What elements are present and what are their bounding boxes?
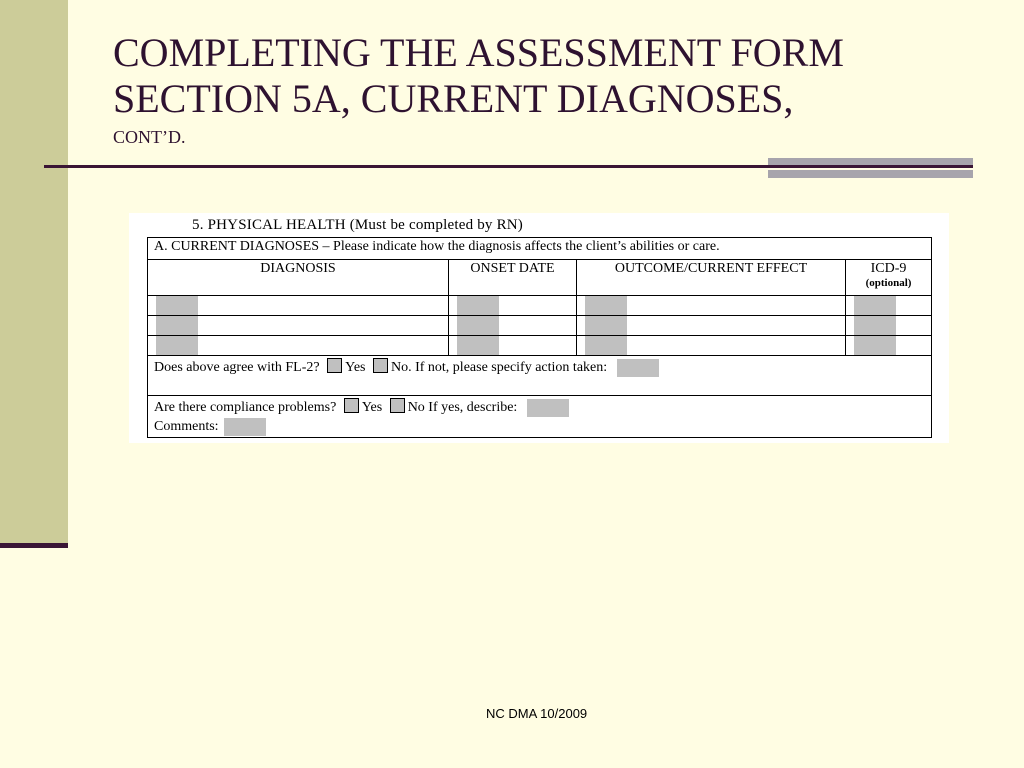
icd9-field[interactable] bbox=[854, 336, 896, 355]
col-icd9-note: (optional) bbox=[865, 277, 912, 289]
col-outcome: OUTCOME/CURRENT EFFECT bbox=[614, 261, 808, 276]
outcome-field[interactable] bbox=[585, 336, 627, 355]
section-a-label: A. CURRENT DIAGNOSES – Please indicate how the diagnosis affects the client’s abilities or care. bbox=[154, 239, 720, 254]
fl2-action-field[interactable] bbox=[617, 359, 659, 377]
icd9-field[interactable] bbox=[854, 296, 896, 315]
comments-label: Comments: bbox=[154, 419, 219, 434]
compliance-describe-field[interactable] bbox=[527, 399, 569, 417]
table-row bbox=[148, 296, 932, 316]
col-diagnosis: DIAGNOSIS bbox=[260, 261, 336, 276]
title-line-1: COMPLETING THE ASSESSMENT FORM bbox=[113, 30, 844, 75]
comments-field[interactable] bbox=[224, 418, 266, 436]
fl2-yes-checkbox[interactable] bbox=[327, 358, 342, 373]
compliance-yes-label: Yes bbox=[361, 400, 383, 415]
onset-date-field[interactable] bbox=[457, 296, 499, 315]
table-row bbox=[148, 336, 932, 356]
outcome-field[interactable] bbox=[585, 316, 627, 335]
side-accent-bar bbox=[0, 543, 68, 548]
fl2-row bbox=[148, 356, 932, 396]
section-a-row bbox=[148, 238, 932, 260]
diagnosis-field[interactable] bbox=[156, 296, 198, 315]
col-onset-date: ONSET DATE bbox=[470, 261, 555, 276]
fl2-no-checkbox[interactable] bbox=[373, 358, 388, 373]
side-band bbox=[0, 0, 68, 548]
icd9-field[interactable] bbox=[854, 316, 896, 335]
compliance-yes-checkbox[interactable] bbox=[344, 398, 359, 413]
rule-accent-block bbox=[768, 158, 973, 165]
compliance-question: Are there compliance problems? bbox=[154, 400, 337, 415]
compliance-no-checkbox[interactable] bbox=[390, 398, 405, 413]
fl2-no-label: No. If not, please specify action taken: bbox=[390, 360, 608, 375]
form-excerpt bbox=[129, 213, 949, 443]
onset-date-field[interactable] bbox=[457, 336, 499, 355]
title-line-3: CONT’D. bbox=[113, 127, 186, 147]
slide-footer: NC DMA 10/2009 bbox=[486, 706, 588, 721]
slide-title bbox=[113, 30, 993, 152]
title-rule bbox=[44, 165, 973, 168]
col-icd9: ICD-9 bbox=[870, 261, 907, 276]
onset-date-field[interactable] bbox=[457, 316, 499, 335]
outcome-field[interactable] bbox=[585, 296, 627, 315]
fl2-yes-label: Yes bbox=[345, 360, 366, 375]
form-heading: 5. PHYSICAL HEALTH (Must be completed by RN) bbox=[192, 217, 523, 233]
diagnosis-field[interactable] bbox=[156, 316, 198, 335]
compliance-no-label: No If yes, describe: bbox=[407, 400, 518, 415]
column-header-row bbox=[148, 260, 932, 296]
table-row bbox=[148, 316, 932, 336]
title-line-2: SECTION 5A, CURRENT DIAGNOSES, bbox=[113, 76, 794, 121]
diagnosis-field[interactable] bbox=[156, 336, 198, 355]
fl2-question: Does above agree with FL-2? bbox=[154, 360, 320, 375]
diagnoses-table bbox=[147, 237, 932, 438]
rule-accent-block-lower bbox=[768, 170, 973, 178]
compliance-row bbox=[148, 396, 932, 438]
